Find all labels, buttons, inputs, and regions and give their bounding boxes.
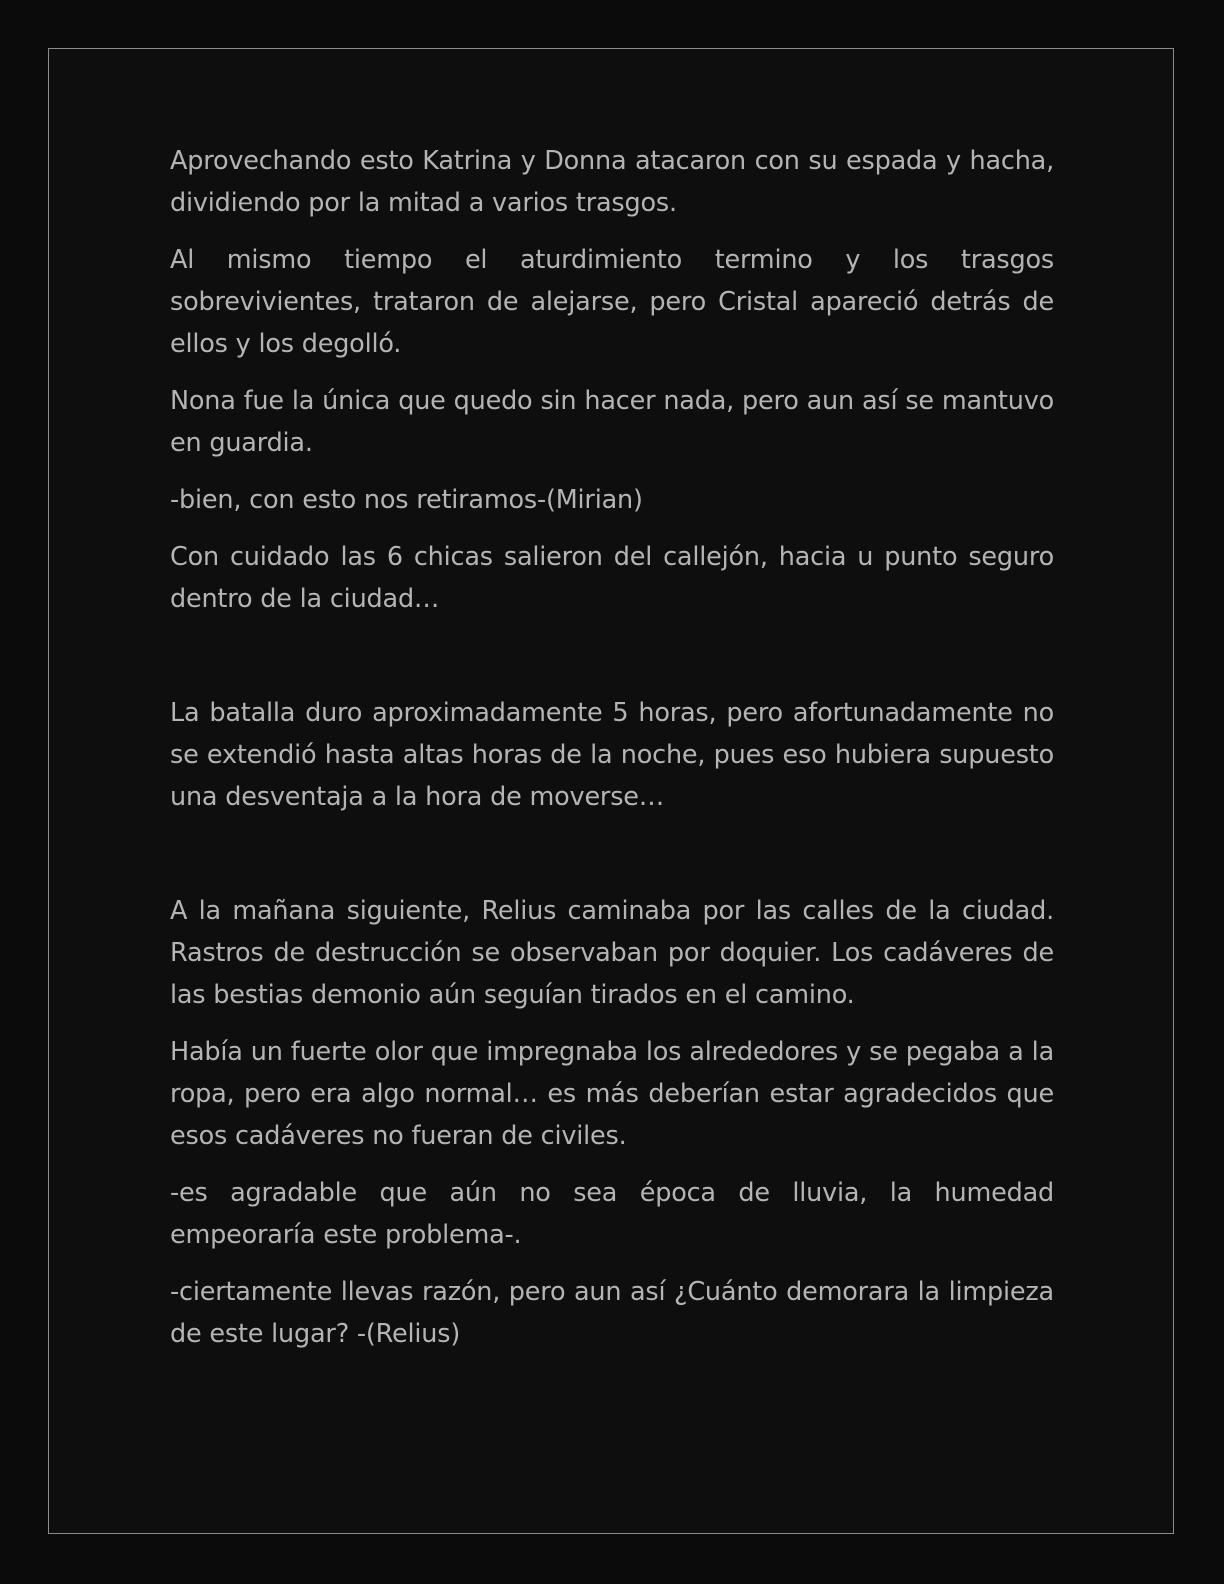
dialogue-line: -ciertamente llevas razón, pero aun así ¿Cuánto demorara la limpieza de este lugar? -(Relius) — [170, 1277, 1054, 1349]
dialogue-line: -es agradable que aún no sea época de lluvia, la humedad empeoraría este problema-. — [170, 1178, 1054, 1250]
paragraph: Aprovechando esto Katrina y Donna atacaron con su espada y hacha, dividiendo por la mitad a varios trasgos. — [170, 146, 1054, 218]
paragraph: Con cuidado las 6 chicas salieron del callejón, hacia u punto seguro dentro de la ciudad… — [170, 542, 1054, 614]
paragraph: Había un fuerte olor que impregnaba los alrededores y se pegaba a la ropa, pero era algo normal… es más deberían estar agradecidos que esos cadáveres no fueran de civiles. — [170, 1037, 1054, 1151]
paragraph: La batalla duro aproximadamente 5 horas, pero afortunadamente no se extendió hasta altas horas de la noche, pues eso hubiera supuesto una desventaja a la hora de moverse… — [170, 698, 1054, 812]
paragraph: A la mañana siguiente, Relius caminaba por las calles de la ciudad. Rastros de destrucción se observaban por doquier. Los cadáveres de las bestias demonio aún seguían tirados en el camino. — [170, 896, 1054, 1010]
text-body — [170, 140, 1054, 1370]
dialogue-line: -bien, con esto nos retiramos-(Mirian) — [170, 485, 643, 515]
paragraph: Al mismo tiempo el aturdimiento termino y los trasgos sobrevivientes, trataron de alejarse, pero Cristal apareció detrás de ellos y los degolló. — [170, 245, 1054, 359]
paragraph: Nona fue la única que quedo sin hacer nada, pero aun así se mantuvo en guardia. — [170, 386, 1054, 458]
